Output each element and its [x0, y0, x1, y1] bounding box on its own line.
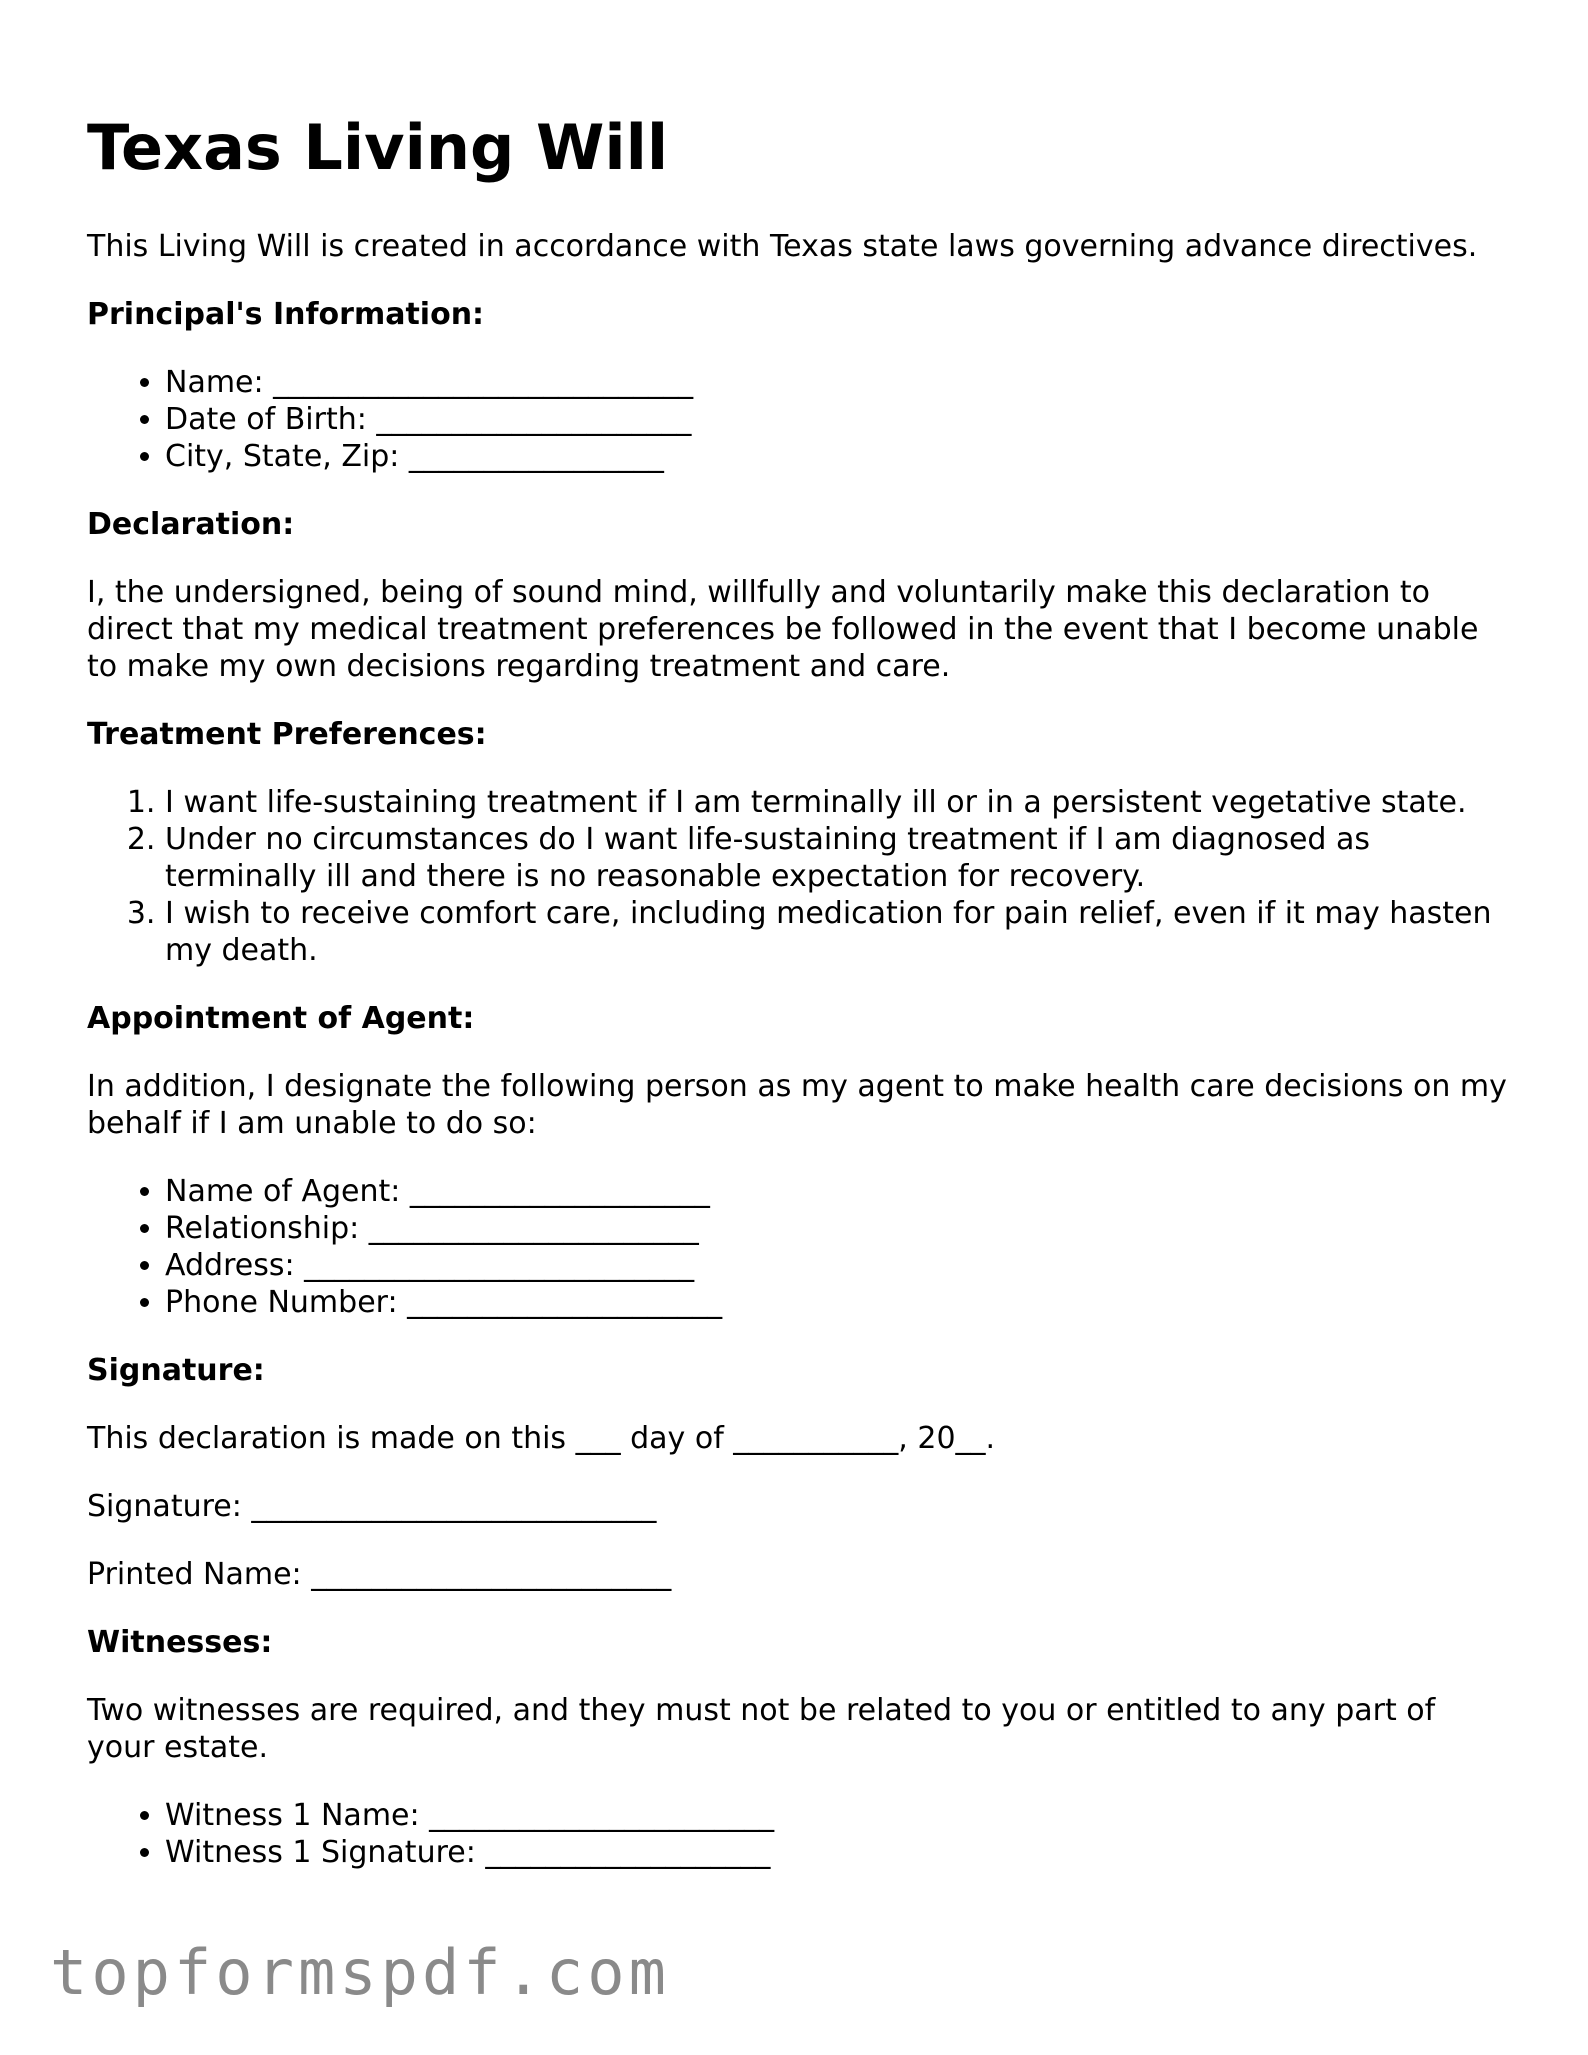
agent-paragraph: In addition, I designate the following person as my agent to make health care decisions on my behalf if I am unable to do so: [87, 1069, 1507, 1141]
page-title: Texas Living Will [87, 111, 669, 184]
declaration-paragraph: I, the undersigned, being of sound mind, willfully and voluntarily make this declaration to direct that my medical treatment preferences be followed in the event that I become unable to make my own decisions regarding treatment and care. [87, 575, 1479, 684]
declaration-heading: Declaration: [87, 507, 295, 542]
watermark: topformspdf.com [50, 1936, 670, 2009]
signature-line: Signature: ___________________________ [87, 1489, 657, 1524]
agent-list [87, 1173, 1507, 1321]
list-item: • City, State, Zip: _________________ [165, 438, 1507, 475]
list-item: • Witness 1 Signature: ___________________ [165, 1834, 1507, 1871]
list-item: 1. I want life-sustaining treatment if I am terminally ill or in a persistent vegetative state. [165, 784, 1507, 821]
document-body [87, 228, 1507, 1902]
printed-name-line: Printed Name: ________________________ [87, 1557, 672, 1592]
intro-paragraph: This Living Will is created in accordance with Texas state laws governing advance directives. [87, 229, 1478, 264]
principal-list [87, 364, 1507, 475]
list-item: • Name of Agent: ____________________ [165, 1173, 1507, 1210]
list-item: • Phone Number: _____________________ [165, 1284, 1507, 1321]
agent-heading: Appointment of Agent: [87, 1001, 475, 1036]
witnesses-heading: Witnesses: [87, 1625, 273, 1660]
list-item: • Date of Birth: _____________________ [165, 401, 1507, 438]
list-item: • Witness 1 Name: _______________________ [165, 1797, 1507, 1834]
witnesses-list [87, 1797, 1507, 1871]
list-item: • Address: __________________________ [165, 1247, 1507, 1284]
treatment-list [87, 784, 1507, 969]
list-item: • Relationship: ______________________ [165, 1210, 1507, 1247]
declaration-date-line: This declaration is made on this ___ day of ___________, 20__. [87, 1421, 996, 1456]
witnesses-paragraph: Two witnesses are required, and they must not be related to you or entitled to any part of your estate. [87, 1693, 1436, 1765]
treatment-heading: Treatment Preferences: [87, 717, 487, 752]
signature-heading: Signature: [87, 1353, 265, 1388]
list-item: 3. I wish to receive comfort care, including medication for pain relief, even if it may hasten my death. [165, 895, 1507, 969]
list-item: 2. Under no circumstances do I want life-sustaining treatment if I am diagnosed as terminally ill and there is no reasonable expectation for recovery. [165, 821, 1507, 895]
list-item: • Name: ____________________________ [165, 364, 1507, 401]
principal-heading: Principal's Information: [87, 297, 485, 332]
